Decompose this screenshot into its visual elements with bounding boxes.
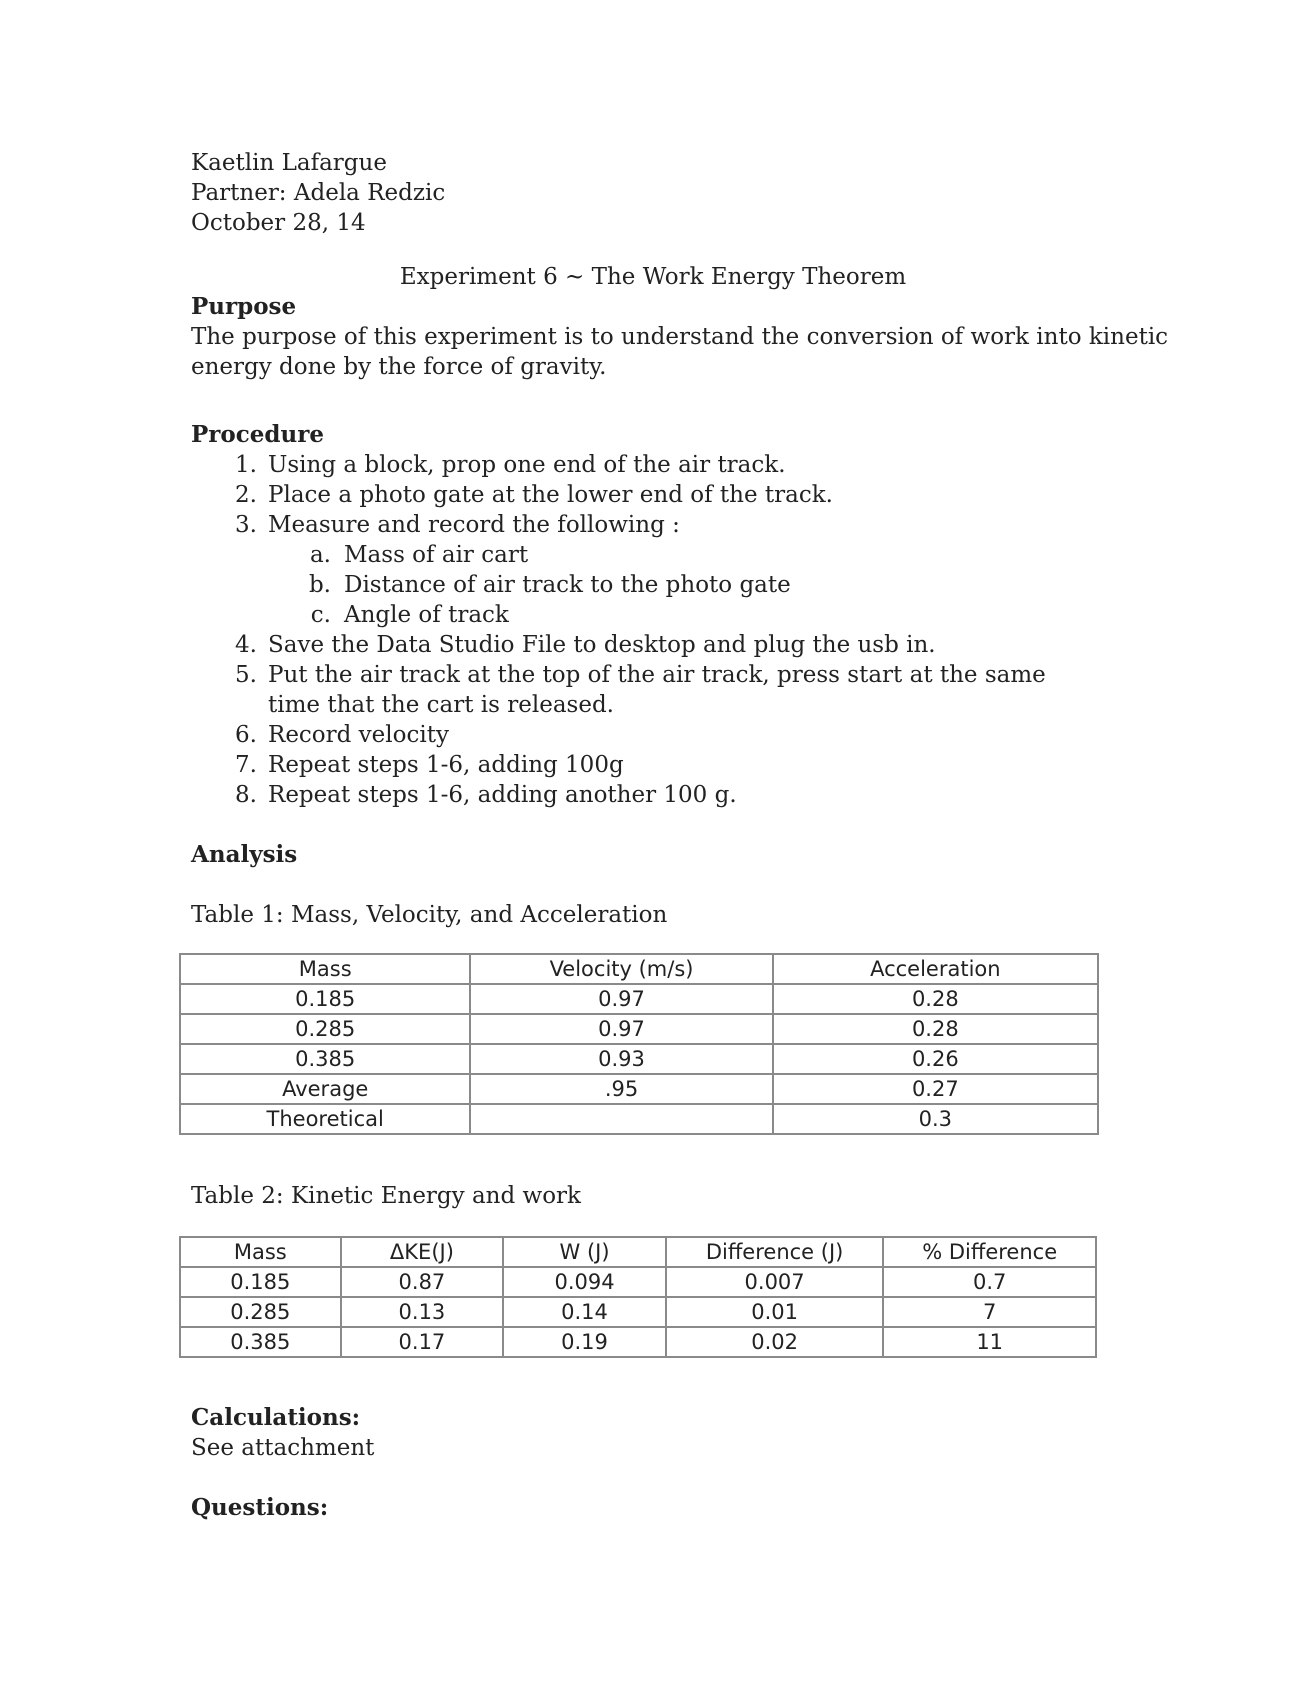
procedure-step — [191, 750, 1098, 780]
table-row — [180, 1104, 1098, 1134]
table-cell: 0.97 — [470, 984, 772, 1014]
table-row — [180, 1297, 1096, 1327]
table-cell: 0.285 — [180, 1014, 470, 1044]
procedure-substep — [191, 540, 1098, 570]
table-cell: 0.185 — [180, 1267, 341, 1297]
table-cell: 0.02 — [666, 1327, 884, 1357]
column-header: W (J) — [503, 1237, 666, 1267]
purpose-text-line-1: The purpose of this experiment is to understand the conversion of work into kinetic — [191, 324, 1169, 350]
table-cell: 0.007 — [666, 1267, 884, 1297]
table-row — [180, 1044, 1098, 1074]
table2-caption: Table 2: Kinetic Energy and work — [191, 1183, 581, 1209]
procedure-step — [191, 450, 1098, 480]
table-cell: 0.185 — [180, 984, 470, 1014]
table-cell: 0.87 — [341, 1267, 504, 1297]
table-cell: 0.26 — [773, 1044, 1098, 1074]
table-cell: .95 — [470, 1074, 772, 1104]
purpose-heading: Purpose — [191, 293, 297, 320]
table-cell: 0.13 — [341, 1297, 504, 1327]
table-cell: 7 — [883, 1297, 1096, 1327]
procedure-step — [191, 720, 1098, 750]
table-row — [180, 984, 1098, 1014]
column-header: ΔKE(J) — [341, 1237, 504, 1267]
step-number: 5. — [235, 662, 257, 688]
table-cell: Theoretical — [180, 1104, 470, 1134]
procedure-step — [191, 480, 1098, 510]
step-number: 7. — [235, 752, 257, 778]
substep-letter: a. — [309, 542, 331, 568]
column-header: Velocity (m/s) — [470, 954, 772, 984]
table-row — [180, 1014, 1098, 1044]
table-cell: 0.7 — [883, 1267, 1096, 1297]
table1-caption: Table 1: Mass, Velocity, and Acceleration — [191, 902, 668, 928]
table-header-row — [180, 954, 1098, 984]
table-cell: 0.19 — [503, 1327, 666, 1357]
procedure-step — [191, 780, 1098, 810]
table-mass-velocity-acceleration — [179, 953, 1099, 1135]
procedure-step — [191, 660, 1098, 720]
substep-text: Mass of air cart — [344, 542, 529, 568]
column-header: Mass — [180, 1237, 341, 1267]
substep-text: Angle of track — [344, 602, 509, 628]
table-kinetic-energy-work — [179, 1236, 1097, 1358]
step-text: Save the Data Studio File to desktop and plug the usb in. — [268, 632, 936, 658]
table-cell: 0.93 — [470, 1044, 772, 1074]
column-header: Acceleration — [773, 954, 1098, 984]
calculations-text: See attachment — [191, 1435, 375, 1461]
table-cell: 0.3 — [773, 1104, 1098, 1134]
table-row — [180, 1327, 1096, 1357]
table-cell: 0.094 — [503, 1267, 666, 1297]
date-line: October 28, 14 — [191, 210, 366, 236]
step-text: Using a block, prop one end of the air track. — [268, 452, 786, 478]
step-number: 6. — [235, 722, 257, 748]
purpose-section — [191, 292, 1168, 382]
table-row — [180, 1267, 1096, 1297]
partner-line: Partner: Adela Redzic — [191, 180, 446, 206]
substep-text: Distance of air track to the photo gate — [344, 572, 791, 598]
author-name: Kaetlin Lafargue — [191, 150, 387, 176]
step-text: Place a photo gate at the lower end of the track. — [268, 482, 833, 508]
step-text: Record velocity — [268, 722, 449, 748]
procedure-list — [191, 450, 1098, 810]
analysis-heading: Analysis — [191, 841, 298, 868]
column-header: Mass — [180, 954, 470, 984]
step-text: Put the air track at the top of the air track, press start at the same time that the cart is released. — [268, 662, 1046, 718]
procedure-step — [191, 510, 1098, 540]
table-cell: 0.27 — [773, 1074, 1098, 1104]
table-cell — [470, 1104, 772, 1134]
step-number: 8. — [235, 782, 257, 808]
calculations-section — [191, 1403, 374, 1463]
table-cell: 0.97 — [470, 1014, 772, 1044]
table-cell: 0.28 — [773, 984, 1098, 1014]
step-number: 1. — [235, 452, 257, 478]
column-header: Difference (J) — [666, 1237, 884, 1267]
column-header: % Difference — [883, 1237, 1096, 1267]
purpose-text-line-2: energy done by the force of gravity. — [191, 354, 607, 380]
table-cell: 0.385 — [180, 1044, 470, 1074]
step-number: 2. — [235, 482, 257, 508]
table-cell: 11 — [883, 1327, 1096, 1357]
step-text: Repeat steps 1-6, adding another 100 g. — [268, 782, 737, 808]
step-number: 4. — [235, 632, 257, 658]
table-cell: 0.14 — [503, 1297, 666, 1327]
calculations-heading: Calculations: — [191, 1404, 361, 1431]
table-cell: 0.17 — [341, 1327, 504, 1357]
substep-letter: b. — [308, 572, 331, 598]
questions-heading: Questions: — [191, 1494, 329, 1521]
table-cell: 0.01 — [666, 1297, 884, 1327]
document-title: Experiment 6 ~ The Work Energy Theorem — [399, 264, 907, 290]
substep-letter: c. — [310, 602, 331, 628]
step-text: Repeat steps 1-6, adding 100g — [268, 752, 624, 778]
step-number: 3. — [235, 512, 257, 538]
table-header-row — [180, 1237, 1096, 1267]
procedure-step — [191, 630, 1098, 660]
procedure-substep — [191, 600, 1098, 630]
header-block — [191, 148, 445, 238]
procedure-substep — [191, 570, 1098, 600]
table-row — [180, 1074, 1098, 1104]
procedure-heading: Procedure — [191, 421, 324, 448]
table-cell: 0.28 — [773, 1014, 1098, 1044]
table-cell: 0.285 — [180, 1297, 341, 1327]
table-cell: 0.385 — [180, 1327, 341, 1357]
table-cell: Average — [180, 1074, 470, 1104]
step-text: Measure and record the following : — [268, 512, 680, 538]
